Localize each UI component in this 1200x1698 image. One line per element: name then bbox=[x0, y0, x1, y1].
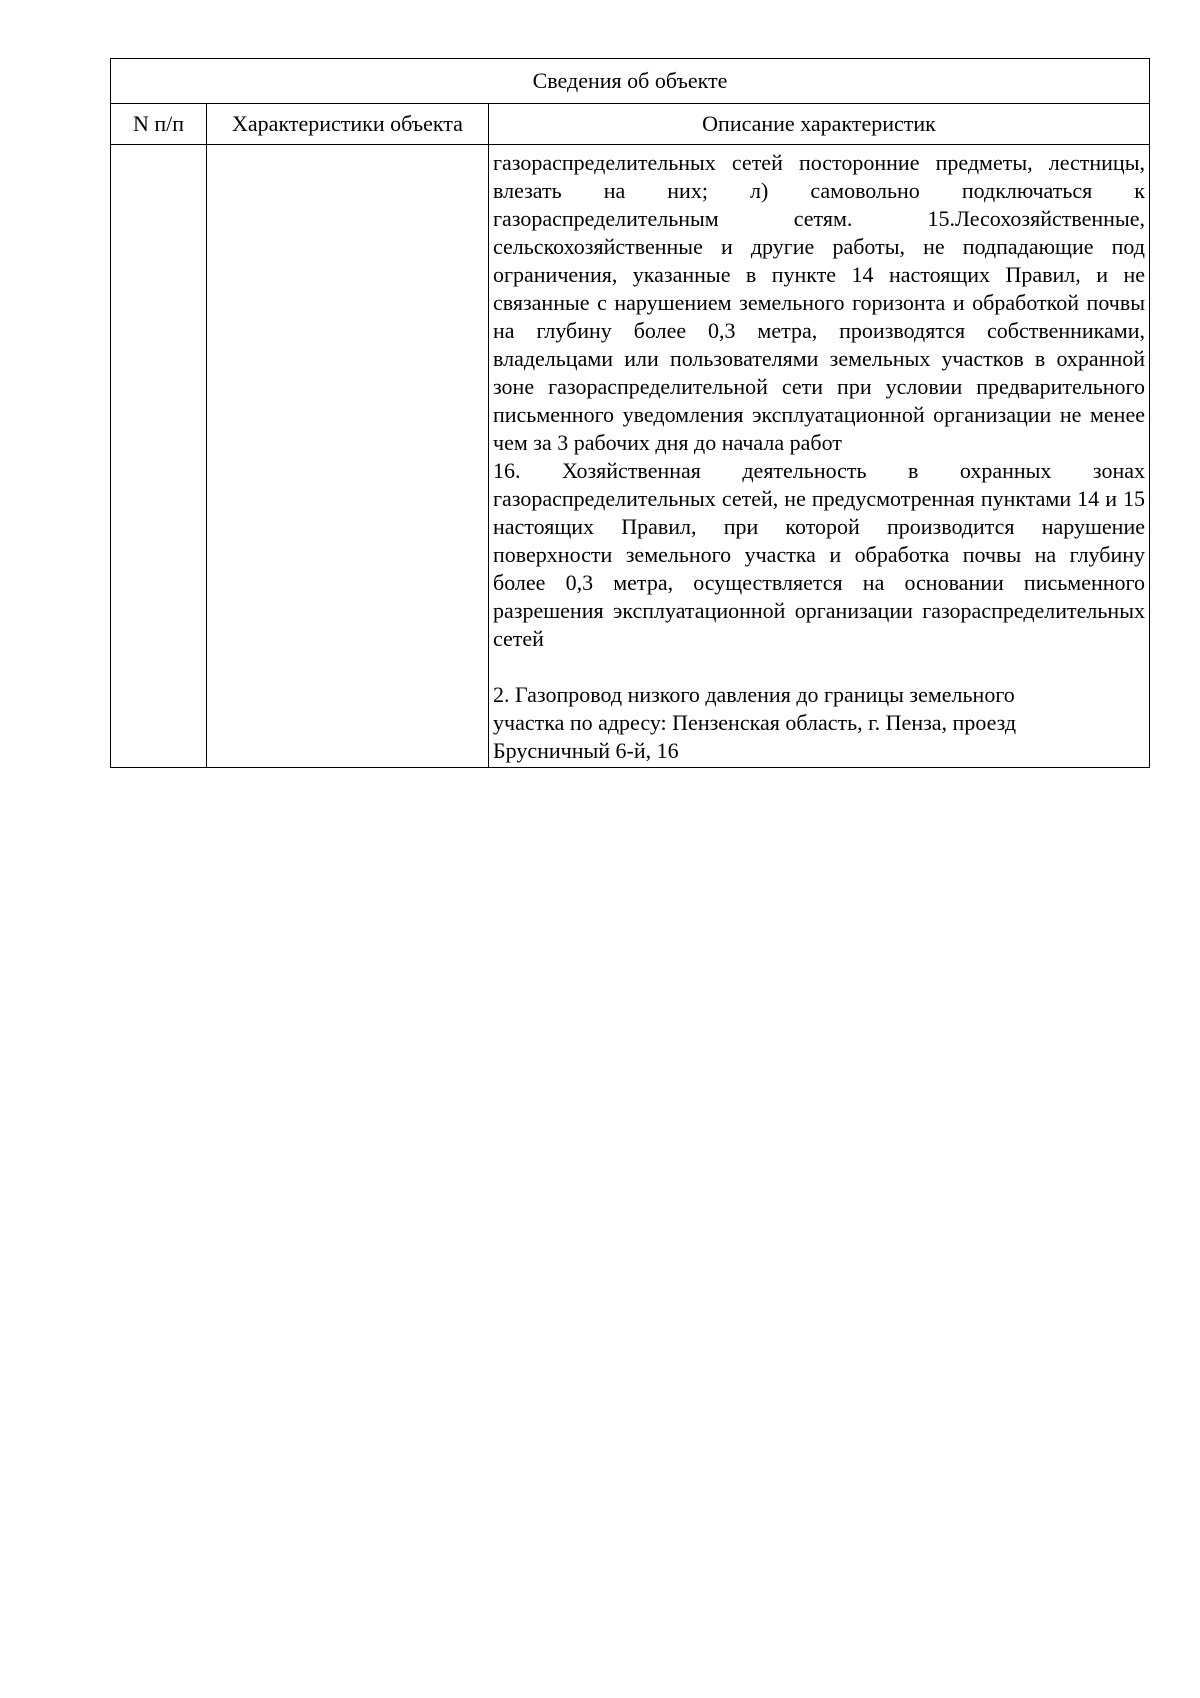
cell-characteristics bbox=[207, 145, 489, 768]
table-caption-row bbox=[111, 59, 1150, 104]
cell-description bbox=[489, 145, 1150, 768]
description-paragraph-1: газораспределительных сетей посторонние предметы, лестницы, влезать на них; л) самовольно подключаться к газораспределительным сетям. 15.Лесохозяйственные, сельскохозяйственные и другие работы, не подпадающие под ограничения, указанные в пункте 14 настоящих Правил, и не связанные с нарушением земельного горизонта и обработкой почвы на глубину более 0,3 метра, производятся собственниками, владельцами или пользователями земельных участков в охранной зоне газораспределительной сети при условии предварительного письменного уведомления эксплуатационной организации не менее чем за 3 рабочих дня до начала работ bbox=[493, 150, 1145, 455]
description-paragraph-3: 2. Газопровод низкого давления до границы земельного участка по адресу: Пензенская область, г. Пенза, проезд Брусничный 6-й, 16 bbox=[493, 682, 1017, 763]
cell-number bbox=[111, 145, 207, 768]
description-paragraph-2: 16. Хозяйственная деятельность в охранных зонах газораспределительных сетей, не предусмотренная пунктами 14 и 15 настоящих Правил, при которой производится нарушение поверхности земельного участка и обработка почвы на глубину более 0,3 метра, осуществляется на основании письменного разрешения эксплуатационной организации газораспределительных сетей bbox=[493, 458, 1145, 651]
table-row bbox=[111, 145, 1150, 768]
paragraph-spacer bbox=[493, 653, 1145, 681]
object-info-table bbox=[110, 58, 1150, 768]
table-caption: Сведения об объекте bbox=[111, 59, 1150, 104]
header-number: N п/п bbox=[111, 104, 207, 145]
header-description: Описание характеристик bbox=[489, 104, 1150, 145]
header-characteristics: Характеристики объекта bbox=[207, 104, 489, 145]
table-header-row bbox=[111, 104, 1150, 145]
